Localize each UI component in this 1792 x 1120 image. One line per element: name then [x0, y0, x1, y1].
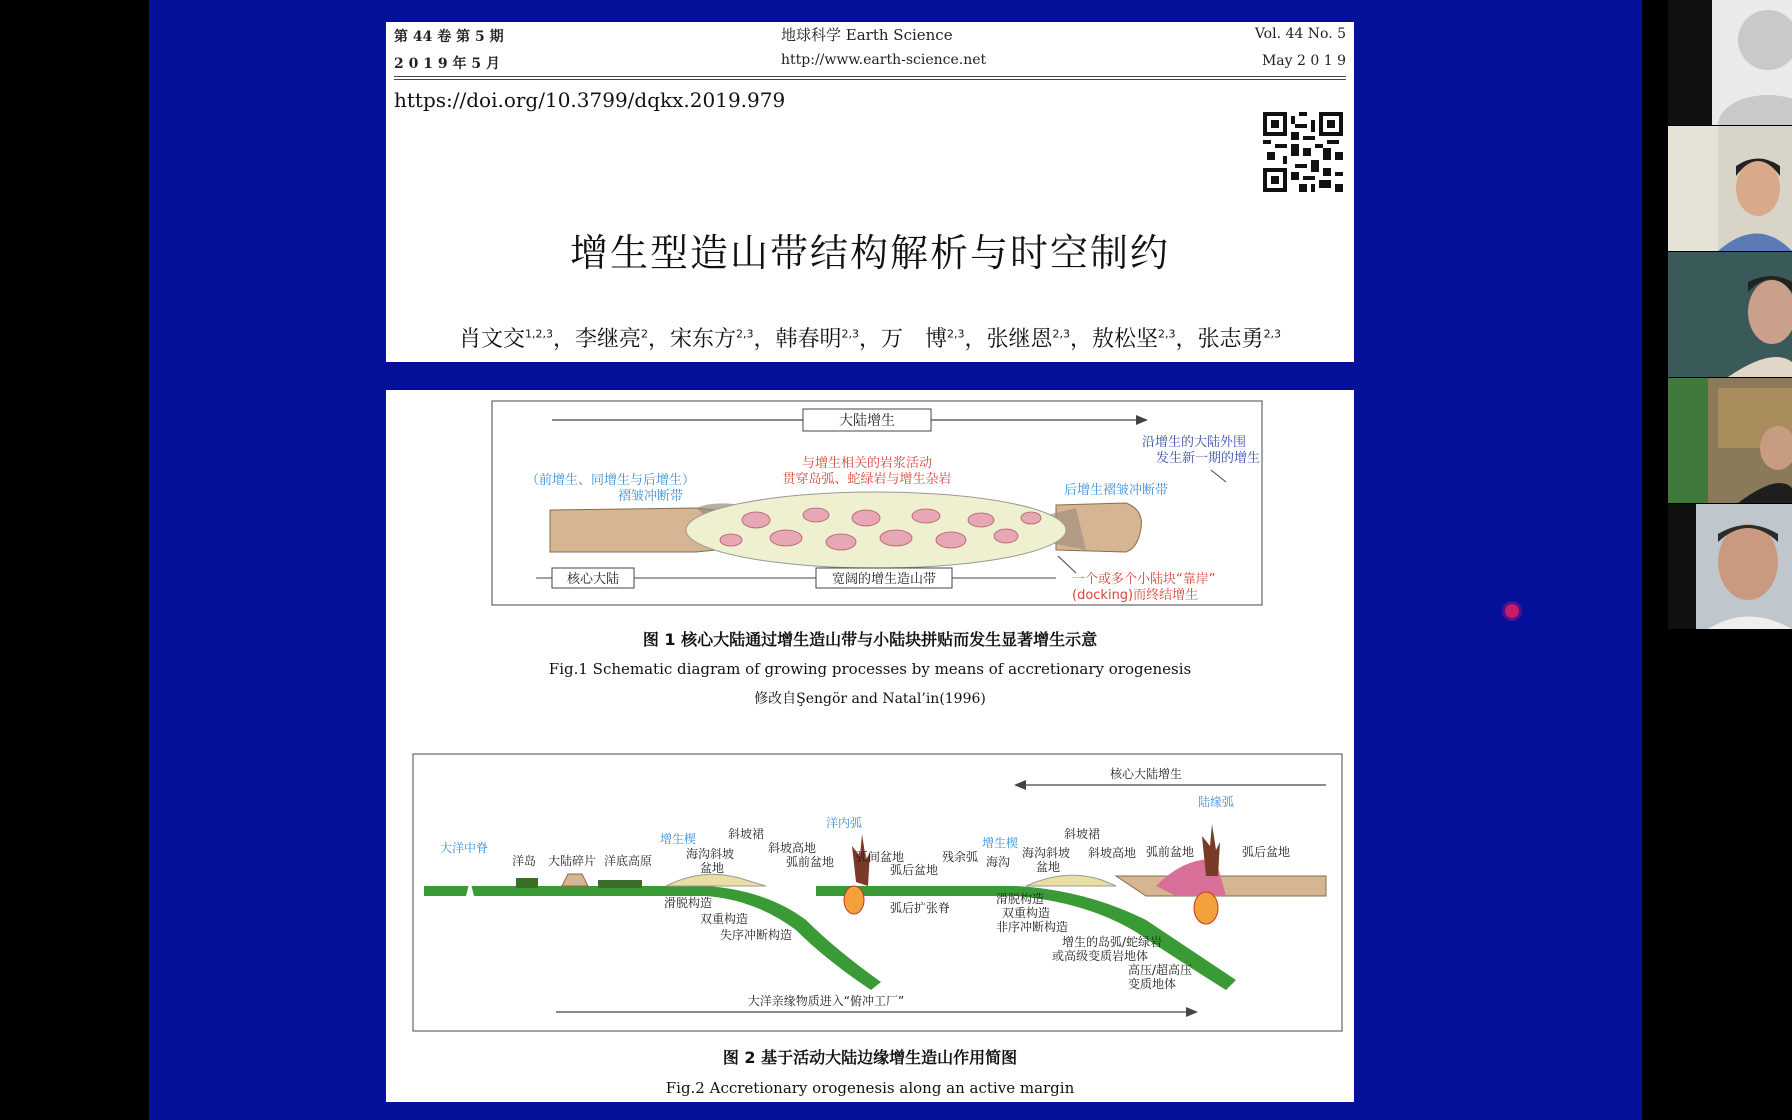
header-rule: [394, 76, 1346, 77]
fig2-caption-en: Fig.2 Accretionary orogenesis along an active margin: [665, 1079, 1075, 1097]
fig2-subduction-factory-label: 大洋亲缘物质进入“俯冲工厂”: [747, 994, 905, 1008]
participant-face: [1668, 378, 1792, 503]
fig1-belt-label: 宽阔的增生造山带: [831, 572, 937, 587]
avatar-placeholder-icon: [1668, 0, 1792, 125]
fig2-forearc-2: 弧前盆地: [1146, 845, 1195, 859]
author-affiliation: 2,3: [1158, 327, 1176, 341]
fig2-oos-1: 失序冲断构造: [720, 928, 793, 942]
qr-code: [1263, 112, 1343, 192]
author-affiliation: 2,3: [1052, 327, 1071, 341]
fig2-slope-apron-1: 斜坡裙: [728, 827, 765, 841]
fig2-wedge-2: 增生楔: [982, 836, 1019, 850]
fig1-docking-label-2: (docking)而终结增生: [1072, 588, 1199, 603]
fig2-uhp-1: 高压/超高压: [1128, 963, 1193, 977]
participant-face: [1668, 504, 1792, 629]
fig2-wedge-1: 增生楔: [660, 832, 697, 846]
author-name: ，韩春明$^{2,3}$: [753, 327, 859, 352]
volume-issue-cn: 第 44 卷 第 5 期: [394, 29, 504, 45]
author-affiliation: 2,3: [735, 327, 754, 341]
fig2-duplex-2: 双重构造: [1002, 906, 1051, 920]
author-name: ，万 博$^{2,3}$: [859, 327, 965, 352]
fig2-basin-1: 盆地: [700, 861, 725, 875]
fig2-slope-high-1: 斜坡高地: [768, 841, 817, 855]
volume-issue-en: Vol. 44 No. 5: [1254, 26, 1346, 42]
author-name: ，张继恩$^{2,3}$: [964, 327, 1071, 352]
paper-title: 增生型造山带结构解析与时空制约: [569, 231, 1170, 275]
fig1-source: 修改自Şengör and Natal’in(1996): [754, 691, 986, 707]
fig2-duplex-1: 双重构造: [700, 912, 749, 926]
author-list: [386, 322, 1354, 353]
fig2-island: 洋岛: [512, 854, 537, 868]
fig2-hp-terrane: 或高级变质岩地体: [1052, 949, 1149, 963]
date-cn: 2 0 1 9 年 5 月: [394, 56, 500, 72]
fig2-basin-2: 盆地: [1036, 860, 1061, 874]
participant-video[interactable]: [1668, 126, 1792, 251]
author-affiliation: 2,3: [947, 327, 965, 341]
fig1-continental-growth-label: 大陆增生: [839, 413, 895, 429]
fig1-center-red-label-1: 与增生相关的岩浆活动: [801, 456, 933, 471]
fig1-right-blue-label-1: 沿增生的大陆外围: [1142, 435, 1247, 450]
fig2-oos-2: 非序冲断构造: [996, 920, 1069, 934]
fig2-backarc-1: 弧后盆地: [890, 863, 939, 877]
author-affiliation: 2,3: [1263, 327, 1282, 341]
author-name: ，宋东方$^{2,3}$: [647, 327, 754, 352]
participant-video[interactable]: [1668, 252, 1792, 377]
participant-video[interactable]: [1668, 504, 1792, 629]
doi-link: https://doi.org/10.3799/dqkx.2019.979: [394, 88, 786, 112]
author-affiliation: 2,3: [841, 327, 859, 341]
fig2-fragment: 大陆碎片: [548, 854, 597, 868]
fig2-interarc: 弧间盆地: [856, 850, 905, 864]
journal-name: 地球科学 Earth Science: [781, 26, 953, 44]
participant-face: [1668, 252, 1792, 377]
pointer-cursor: [1505, 604, 1519, 618]
fig2-trench: 海沟: [986, 855, 1011, 869]
figure-2: [413, 754, 1342, 1031]
fig2-slope-apron-2: 斜坡裙: [1064, 827, 1101, 841]
author-name: ，李继亮$^2$: [552, 327, 648, 352]
figure-1: [492, 401, 1262, 605]
participant-video-strip: [1668, 0, 1792, 630]
fig2-oceanic-arc: 洋内弧: [826, 816, 863, 830]
fig2-slip-2: 滑脱构造: [996, 892, 1045, 906]
header-rule: [394, 79, 1346, 80]
fig2-slip-1: 滑脱构造: [664, 896, 713, 910]
fig2-core-growth-label: 核心大陆增生: [1109, 767, 1183, 781]
fig1-left-red-label: （前增生、同增生与后增生）: [526, 473, 696, 488]
author-name: ，张志勇$^{2,3}$: [1175, 327, 1282, 352]
figure-area: [386, 390, 1354, 1102]
fig2-accreted: 增生的岛弧/蛇绿岩: [1062, 935, 1163, 949]
fig2-trench-slope-1: 海沟斜坡: [686, 847, 735, 861]
fig2-uhp-2: 变质地体: [1128, 977, 1177, 991]
fig2-remnant-arc: 残余弧: [942, 850, 979, 864]
fig2-trench-slope-2: 海沟斜坡: [1022, 846, 1071, 860]
author-affiliation: 1,2,3: [524, 327, 553, 341]
paper-header: [386, 22, 1354, 362]
author-affiliation: 2: [640, 327, 648, 341]
fig1-core-continent-label: 核心大陆: [566, 572, 620, 587]
fig1-docking-label-1: 一个或多个小陆块“靠岸”: [1072, 572, 1216, 587]
participant-video[interactable]: [1668, 378, 1792, 503]
fig1-caption-en: Fig.1 Schematic diagram of growing processes by means of accretionary orogenesis: [548, 660, 1192, 678]
author-name: ，敖松坚$^{2,3}$: [1070, 327, 1176, 352]
fig2-spreading-ridge: 弧后扩张脊: [890, 901, 951, 915]
fig2-plateau: 洋底高原: [604, 854, 653, 868]
fig2-slope-high-2: 斜坡高地: [1088, 846, 1137, 860]
fig2-forearc-1: 弧前盆地: [786, 855, 835, 869]
journal-url: http://www.earth-science.net: [781, 52, 987, 68]
fig2-backarc-2: 弧后盆地: [1242, 845, 1291, 859]
author-name: 肖文交$^{1,2,3}$: [458, 327, 553, 352]
fig1-right-blue-label-3: 后增生褶皱冲断带: [1064, 483, 1169, 498]
date-en: May 2 0 1 9: [1261, 53, 1346, 69]
participant-face: [1668, 126, 1792, 251]
fig2-caption-cn: 图 2 基于活动大陆边缘增生造山作用简图: [722, 1048, 1018, 1067]
fig1-center-red-label-2: 贯穿岛弧、蛇绿岩与增生杂岩: [782, 472, 952, 487]
fig2-continental-arc: 陆缘弧: [1198, 795, 1235, 809]
fig1-caption-cn: 图 1 核心大陆通过增生造山带与小陆块拼贴而发生显著增生示意: [642, 630, 1098, 649]
fig1-left-blue-label: 褶皱冲断带: [618, 489, 684, 504]
participant-tile[interactable]: [1668, 0, 1792, 125]
figures-page: [386, 390, 1354, 1102]
fig1-right-blue-label-2: 发生新一期的增生: [1156, 451, 1261, 466]
fig2-ridge: 大洋中脊: [440, 841, 489, 855]
